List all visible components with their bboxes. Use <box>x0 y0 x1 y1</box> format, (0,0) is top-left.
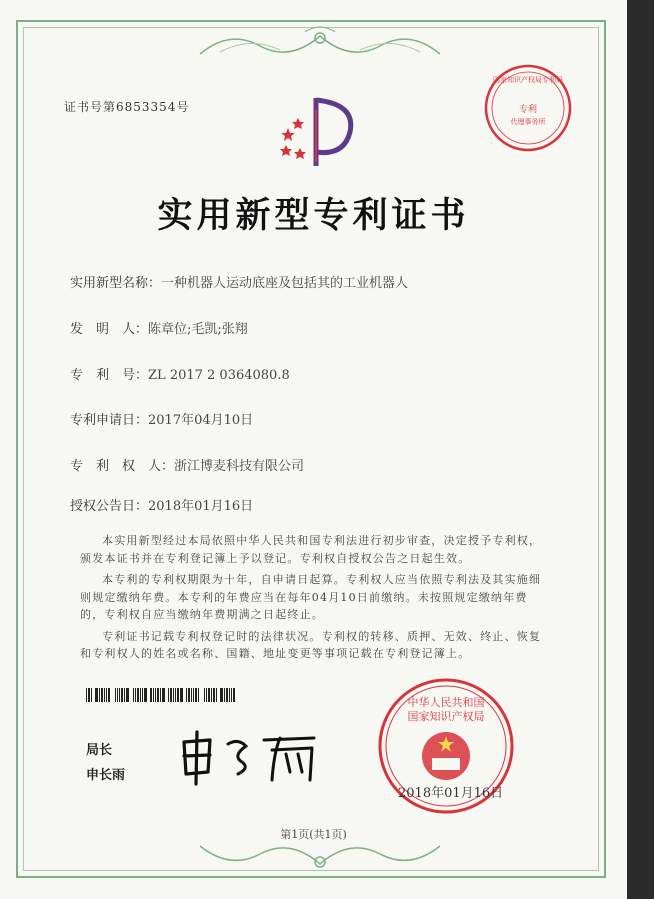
top-ornament <box>190 24 450 60</box>
barcode-bar <box>124 688 125 702</box>
barcode-bar <box>193 688 194 702</box>
director-title: 局长 <box>86 743 113 758</box>
field-label: 发 明 人： <box>70 322 149 337</box>
barcode-bar <box>104 688 105 702</box>
barcode-bar <box>99 688 100 702</box>
svg-text:国家知识产权局: 国家知识产权局 <box>407 710 485 723</box>
barcode-bar <box>115 688 116 702</box>
agency-seal <box>482 62 574 154</box>
bottom-ornament <box>190 840 450 874</box>
svg-text:代理事务所: 代理事务所 <box>510 118 546 126</box>
barcode-bar <box>150 688 152 702</box>
certificate-title: 实用新型专利证书 <box>157 195 470 236</box>
barcode-bar <box>95 688 98 702</box>
barcode-bar <box>233 688 235 702</box>
certificate-body <box>80 532 550 667</box>
barcode-bar <box>204 688 205 702</box>
svg-text:中华人民共和国: 中华人民共和国 <box>407 696 485 709</box>
barcode-bar <box>88 688 90 702</box>
barcode-bar <box>91 688 92 702</box>
certificate-number: 证书号第6853354号 <box>64 100 190 114</box>
field-label: 专 利 号： <box>70 368 149 383</box>
barcode-bar <box>133 688 134 702</box>
page-footer: 第1页(共1页) <box>280 828 347 841</box>
svg-text:国家知识产权局专利局: 国家知识产权局专利局 <box>493 76 563 84</box>
barcode-bar <box>106 688 107 702</box>
field-label: 授权公告日： <box>70 499 149 514</box>
barcode-bar <box>119 688 120 702</box>
barcode-bar <box>135 688 136 702</box>
patentee-name: 浙江博麦科技有限公司 <box>174 459 305 474</box>
barcode-bar <box>226 688 228 702</box>
patentee-row <box>70 455 304 474</box>
field-label: 专 利 权 人： <box>70 459 175 474</box>
barcode-bar <box>211 688 212 702</box>
barcode-bar <box>137 688 139 702</box>
barcode-bar <box>117 688 118 702</box>
issue-date: 2018年01月16日 <box>398 786 504 801</box>
grant-date: 2018年01月16日 <box>148 499 254 514</box>
barcode-bar <box>157 688 159 702</box>
barcode-bar <box>160 688 161 702</box>
utility-model-name-row <box>70 272 408 291</box>
barcode-bar <box>216 688 217 702</box>
barcode-bar <box>213 688 215 702</box>
barcode-bar <box>220 688 223 702</box>
filing-date-row <box>70 409 253 428</box>
barcode-bar <box>108 688 110 702</box>
barcode-bar <box>144 688 147 702</box>
sipo-logo-icon <box>276 90 362 170</box>
barcode-bar <box>121 688 123 702</box>
barcode-bar <box>191 688 192 702</box>
body-paragraph: 专利证书记载专利权登记时的法律状况。专利权的转移、质押、无效、终止、恢复和专利权人的姓名或名称、国籍、地址变更等事项记载在专利登记簿上。 <box>80 629 542 660</box>
barcode-bar <box>188 688 190 702</box>
inventor-row <box>70 318 248 337</box>
barcode-bar <box>170 688 172 702</box>
inventor-names: 陈章位;毛凯;张翔 <box>148 322 248 337</box>
barcode-bar <box>186 688 187 702</box>
barcode-bar <box>208 688 210 702</box>
barcode-bar <box>155 688 156 702</box>
patent-number-row <box>70 364 290 383</box>
barcode-bar <box>224 688 225 702</box>
barcode-bar <box>101 688 103 702</box>
barcode-bar <box>86 688 87 702</box>
barcode-bar <box>198 688 199 702</box>
barcode-bar <box>177 688 179 702</box>
barcode-bar <box>195 688 197 702</box>
barcode-bar <box>140 688 141 702</box>
barcode-bar <box>126 688 129 702</box>
barcode-bar <box>231 688 232 702</box>
director-name: 申长雨 <box>86 768 126 783</box>
barcode-bar <box>162 688 165 702</box>
utility-model-name: 一种机器人运动底座及包括其的工业机器人 <box>161 276 409 291</box>
barcode-bar <box>229 688 230 702</box>
barcode-bar <box>206 688 207 702</box>
barcode-bar <box>180 688 183 702</box>
field-label: 专利申请日： <box>70 413 149 428</box>
barcode-bar <box>173 688 174 702</box>
barcode-bar <box>168 688 169 702</box>
body-paragraph: 本实用新型经过本局依照中华人民共和国专利法进行初步审查，决定授予专利权，颁发本证书并在专利登记簿上予以登记。专利权自授权公告之日起生效。 <box>80 534 542 565</box>
barcode-bar <box>175 688 176 702</box>
barcode-bar <box>153 688 154 702</box>
field-label: 实用新型名称： <box>70 276 162 291</box>
grant-date-row <box>70 495 253 514</box>
patent-number: ZL 2017 2 0364080.8 <box>148 368 290 383</box>
filing-date: 2017年04月10日 <box>148 413 254 428</box>
barcode-bar <box>142 688 143 702</box>
body-paragraph: 本专利的专利权期限为十年，自申请日起算。专利权人应当依照专利法及其实施细则规定缴纳年费。本专利的年费应当在每年04月10日前缴纳。未按照规定缴纳年费的，专利权自应当缴纳年费期满之日起终止。 <box>80 573 542 621</box>
handwritten-signature <box>176 728 326 786</box>
svg-text:专利: 专利 <box>518 105 538 115</box>
barcode <box>86 688 336 702</box>
